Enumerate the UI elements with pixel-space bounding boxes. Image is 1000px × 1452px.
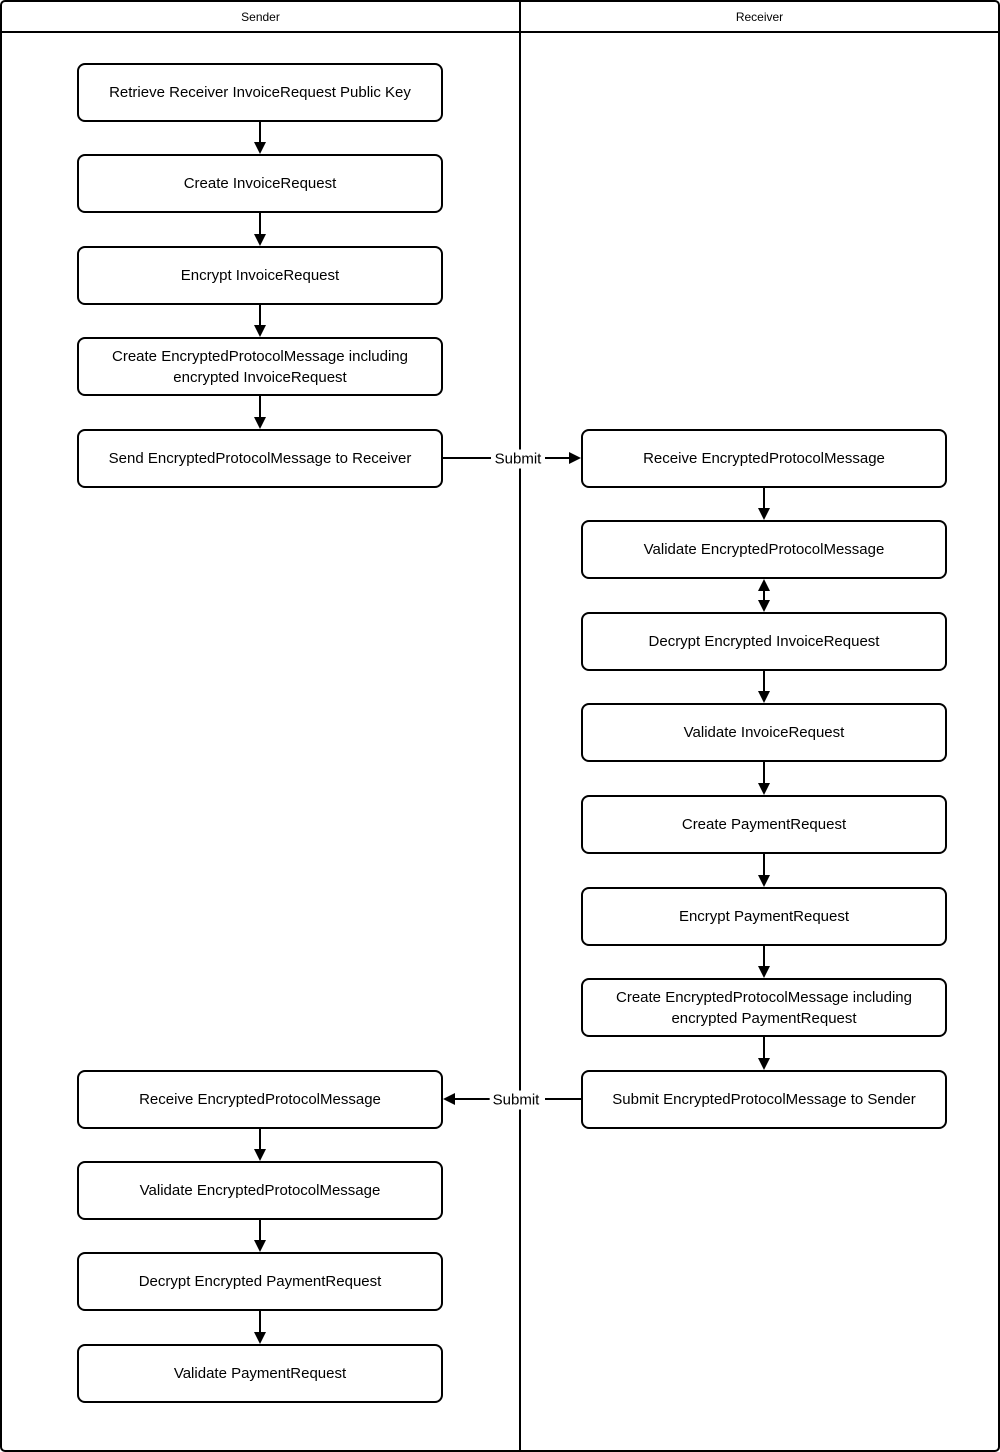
arrow-line: [763, 762, 765, 783]
swimlane-divider: [519, 31, 521, 1450]
arrow-line: [545, 1098, 581, 1100]
arrow-line: [763, 671, 765, 691]
arrow-line: [443, 457, 491, 459]
arrow-head-right: [569, 452, 581, 464]
arrow-line: [763, 946, 765, 966]
arrow-line: [763, 488, 765, 508]
node-decrypt-encrypted-paymentrequest: Decrypt Encrypted PaymentRequest: [77, 1252, 443, 1311]
arrow-line: [763, 854, 765, 875]
arrow-line: [259, 213, 261, 234]
arrow-line: [259, 1129, 261, 1149]
node-create-epm-invoicerequest: Create EncryptedProtocolMessage including encrypted InvoiceRequest: [77, 337, 443, 396]
arrow-head-down: [758, 508, 770, 520]
arrow-head-left: [443, 1093, 455, 1105]
lane-header-sender: Sender: [241, 9, 280, 24]
arrow-head-down: [758, 600, 770, 612]
edge-label-submit-to-receiver: Submit: [492, 450, 545, 469]
arrow-line: [455, 1098, 491, 1100]
arrow-head-down: [254, 1240, 266, 1252]
arrow-head-down: [254, 325, 266, 337]
arrow-head-down: [254, 1332, 266, 1344]
arrow-line: [259, 1311, 261, 1332]
node-validate-epm-receiver: Validate EncryptedProtocolMessage: [581, 520, 947, 579]
node-create-invoicerequest: Create InvoiceRequest: [77, 154, 443, 213]
arrow-line: [259, 305, 261, 325]
arrow-head-down: [254, 234, 266, 246]
node-submit-epm-to-sender: Submit EncryptedProtocolMessage to Sender: [581, 1070, 947, 1129]
arrow-line: [545, 457, 569, 459]
node-receive-epm-receiver: Receive EncryptedProtocolMessage: [581, 429, 947, 488]
node-retrieve-receiver-invoicerequest-public-key: Retrieve Receiver InvoiceRequest Public Key: [77, 63, 443, 122]
node-decrypt-encrypted-invoicerequest: Decrypt Encrypted InvoiceRequest: [581, 612, 947, 671]
arrow-head-down: [758, 783, 770, 795]
node-create-paymentrequest: Create PaymentRequest: [581, 795, 947, 854]
lane-header-receiver: Receiver: [735, 9, 784, 24]
arrow-line: [259, 122, 261, 142]
arrow-head-down: [758, 966, 770, 978]
arrow-head-down: [758, 875, 770, 887]
node-encrypt-invoicerequest: Encrypt InvoiceRequest: [77, 246, 443, 305]
arrow-line: [259, 1220, 261, 1240]
arrow-head-down: [254, 1149, 266, 1161]
arrow-line: [259, 396, 261, 417]
arrow-head-down: [254, 417, 266, 429]
arrow-head-down: [758, 1058, 770, 1070]
lane-header-bar: [2, 2, 998, 33]
arrow-head-down: [254, 142, 266, 154]
node-validate-invoicerequest: Validate InvoiceRequest: [581, 703, 947, 762]
node-encrypt-paymentrequest: Encrypt PaymentRequest: [581, 887, 947, 946]
node-validate-epm-sender: Validate EncryptedProtocolMessage: [77, 1161, 443, 1220]
node-send-epm-to-receiver: Send EncryptedProtocolMessage to Receiver: [77, 429, 443, 488]
node-receive-epm-sender: Receive EncryptedProtocolMessage: [77, 1070, 443, 1129]
arrow-head-down: [758, 691, 770, 703]
arrow-line: [763, 1037, 765, 1058]
edge-label-submit-to-sender: Submit: [490, 1091, 543, 1110]
node-validate-paymentrequest: Validate PaymentRequest: [77, 1344, 443, 1403]
node-create-epm-paymentrequest: Create EncryptedProtocolMessage including encrypted PaymentRequest: [581, 978, 947, 1037]
